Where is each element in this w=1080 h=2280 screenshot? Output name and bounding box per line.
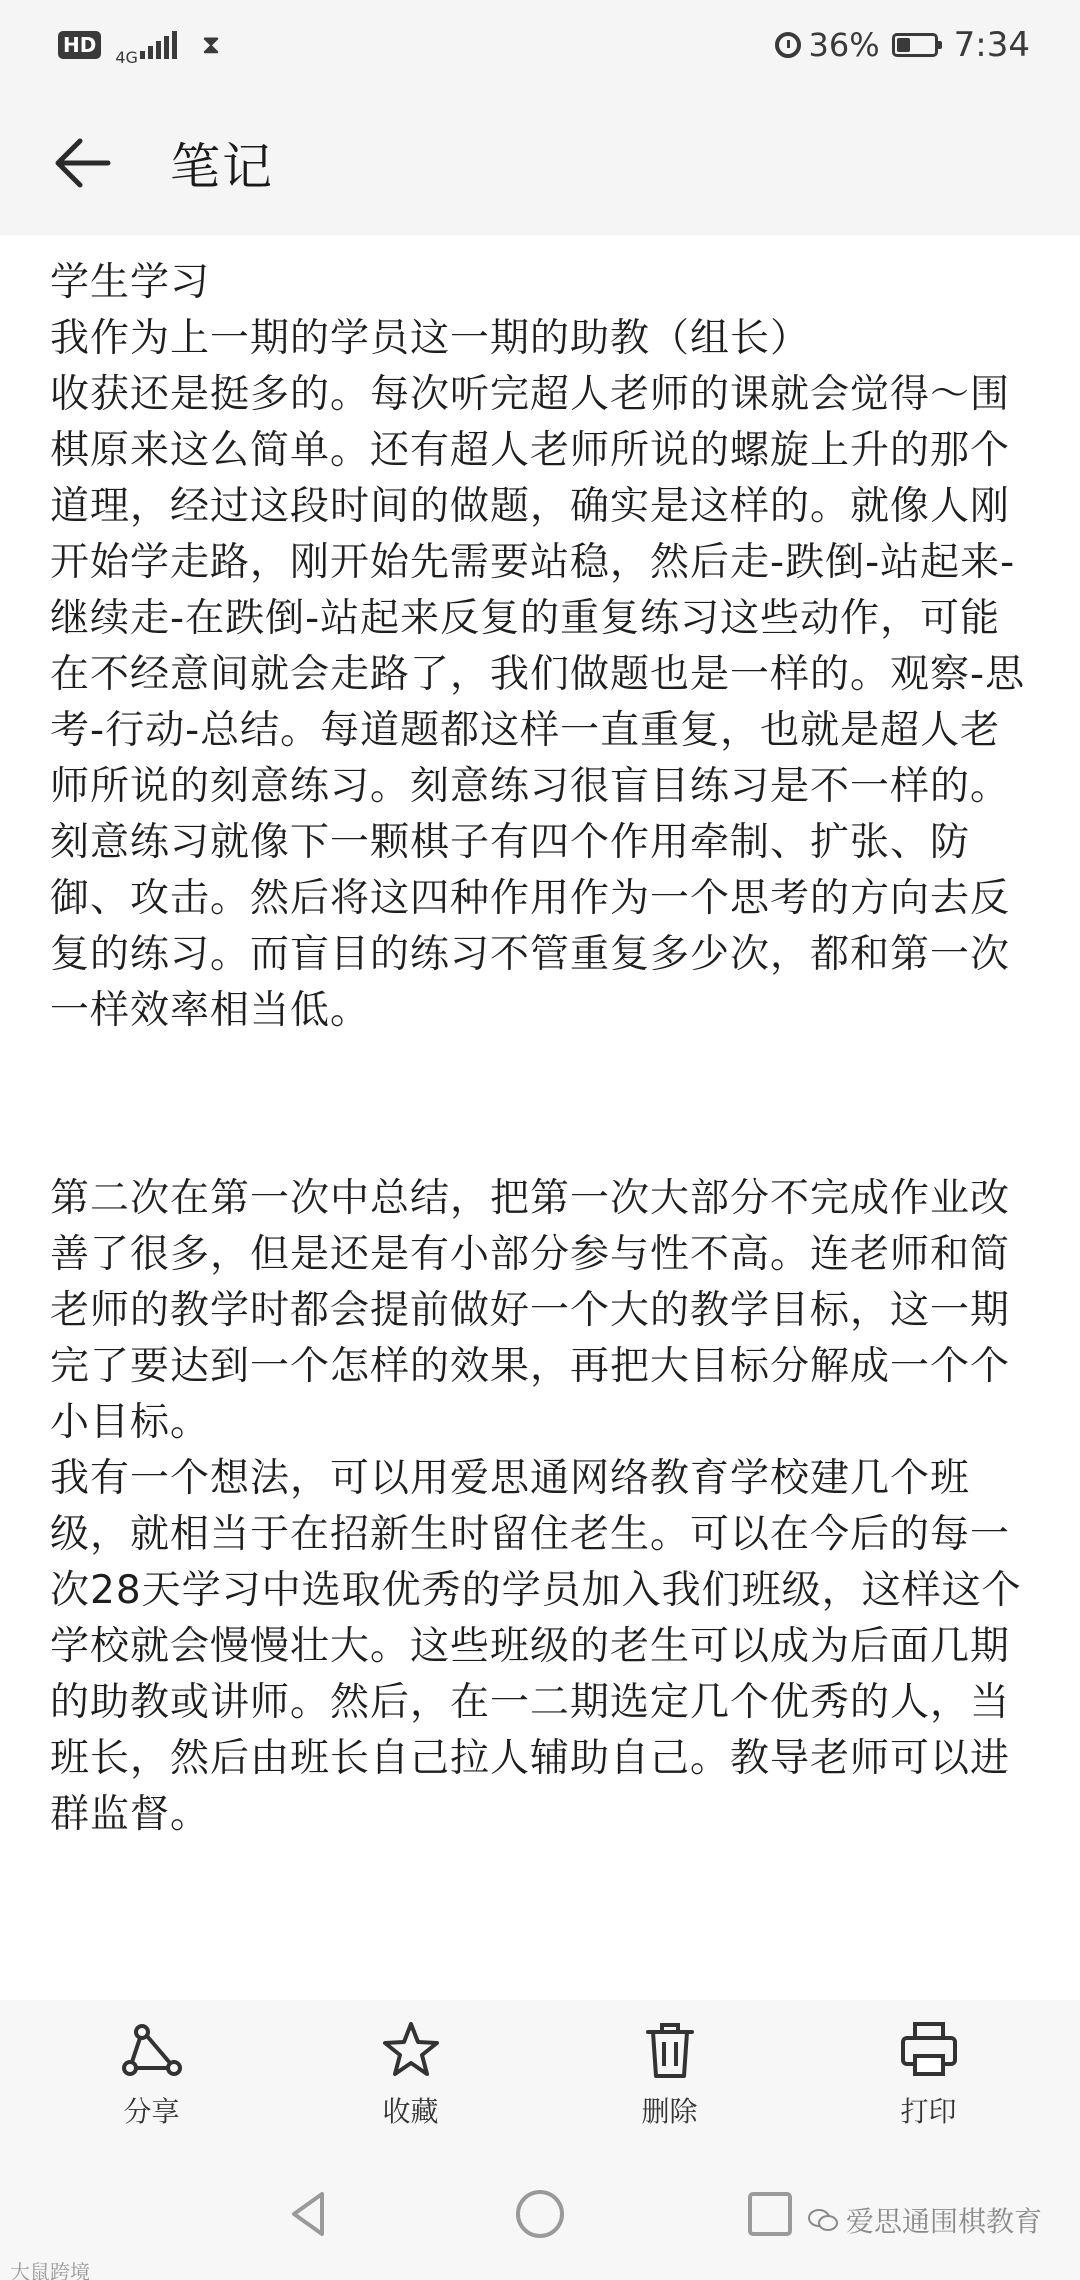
navigation-bar [0, 2148, 1080, 2280]
battery-percentage: 36% [808, 26, 880, 64]
watermark-right-text: 爱思通围棋教育 [845, 2205, 1042, 2238]
star-icon [379, 2018, 443, 2082]
hd-badge: HD [58, 31, 101, 59]
note-paragraph: 我有一个想法，可以用爱思通网络教育学校建几个班级，就相当于在招新生时留住老生。可以在今后的每一次28天学习中选取优秀的学员加入我们班级，这样这个学校就会慢慢壮大。这些班级的老生可以成为后面几期的助教或讲师。然后，在一二期选定几个优秀的人，当班长，然后由班长自己拉人辅助自己。教导老师可以进群监督。 [50, 1456, 1022, 1837]
trash-icon [638, 2018, 702, 2082]
share-label: 分享 [123, 2095, 180, 2128]
note-paragraph: 学生学习 [50, 260, 211, 305]
battery-icon [892, 33, 938, 57]
favorite-button[interactable] [311, 2018, 511, 2130]
action-bar [0, 2000, 1080, 2148]
status-left [58, 24, 220, 66]
watermark-right [808, 2200, 1042, 2240]
network-type: 4G [115, 48, 138, 67]
page-title: 笔记 [170, 137, 274, 196]
delete-button[interactable] [570, 2018, 770, 2130]
nav-back-icon[interactable] [282, 2186, 338, 2242]
nav-home-icon[interactable] [512, 2186, 568, 2242]
arrow-left-icon [50, 131, 114, 195]
printer-icon [897, 2018, 961, 2082]
paragraph-gap [50, 1039, 1040, 1171]
note-content[interactable] [50, 255, 1040, 1843]
note-paragraph: 收获还是挺多的。每次听完超人老师的课就会觉得～围棋原来这么简单。还有超人老师所说的螺旋上升的那个道理，经过这段时间的做题，确实是这样的。就像人刚开始学走路，刚开始先需要站稳，然后走-跌倒-站起来-继续走-在跌倒-站起来反复的重复练习这些动作，可能在不经意间就会走路了，我们做题也是一样的。观察-思考-行动-总结。每道题都这样一直重复，也就是超人老师所说的刻意练习。刻意练习很盲目练习是不一样的。刻意练习就像下一颗棋子有四个作用牵制、扩张、防御、攻击。然后将这四种作用作为一个思考的方向去反复的练习。而盲目的练习不管重复多少次，都和第一次一样效率相当低。 [50, 372, 1026, 1033]
share-button[interactable] [52, 2018, 252, 2130]
note-paragraph: 我作为上一期的学员这一期的助教（组长） [50, 316, 811, 361]
alarm-icon [775, 32, 801, 58]
delete-label: 删除 [641, 2095, 698, 2128]
app-bar [0, 90, 1080, 235]
hourglass-icon: ⧗ [201, 29, 221, 60]
back-button[interactable] [32, 113, 132, 213]
battery-fill [897, 38, 910, 52]
signal-icon [140, 31, 180, 59]
favorite-label: 收藏 [382, 2095, 439, 2128]
nav-recents-icon[interactable] [742, 2186, 798, 2242]
status-right [775, 25, 1030, 65]
clock: 7:34 [953, 25, 1030, 65]
wechat-icon [808, 2208, 838, 2232]
watermark-left: 大鼠跨境 [10, 2260, 90, 2280]
print-button[interactable] [829, 2018, 1029, 2130]
note-paragraph: 第二次在第一次中总结，把第一次大部分不完成作业改善了很多，但是还是有小部分参与性不高。连老师和简老师的教学时都会提前做好一个大的教学目标，这一期完了要达到一个怎样的效果，再把大目标分解成一个个小目标。 [50, 1176, 1011, 1445]
share-icon [120, 2018, 184, 2082]
status-bar [0, 0, 1080, 90]
print-label: 打印 [900, 2095, 957, 2128]
